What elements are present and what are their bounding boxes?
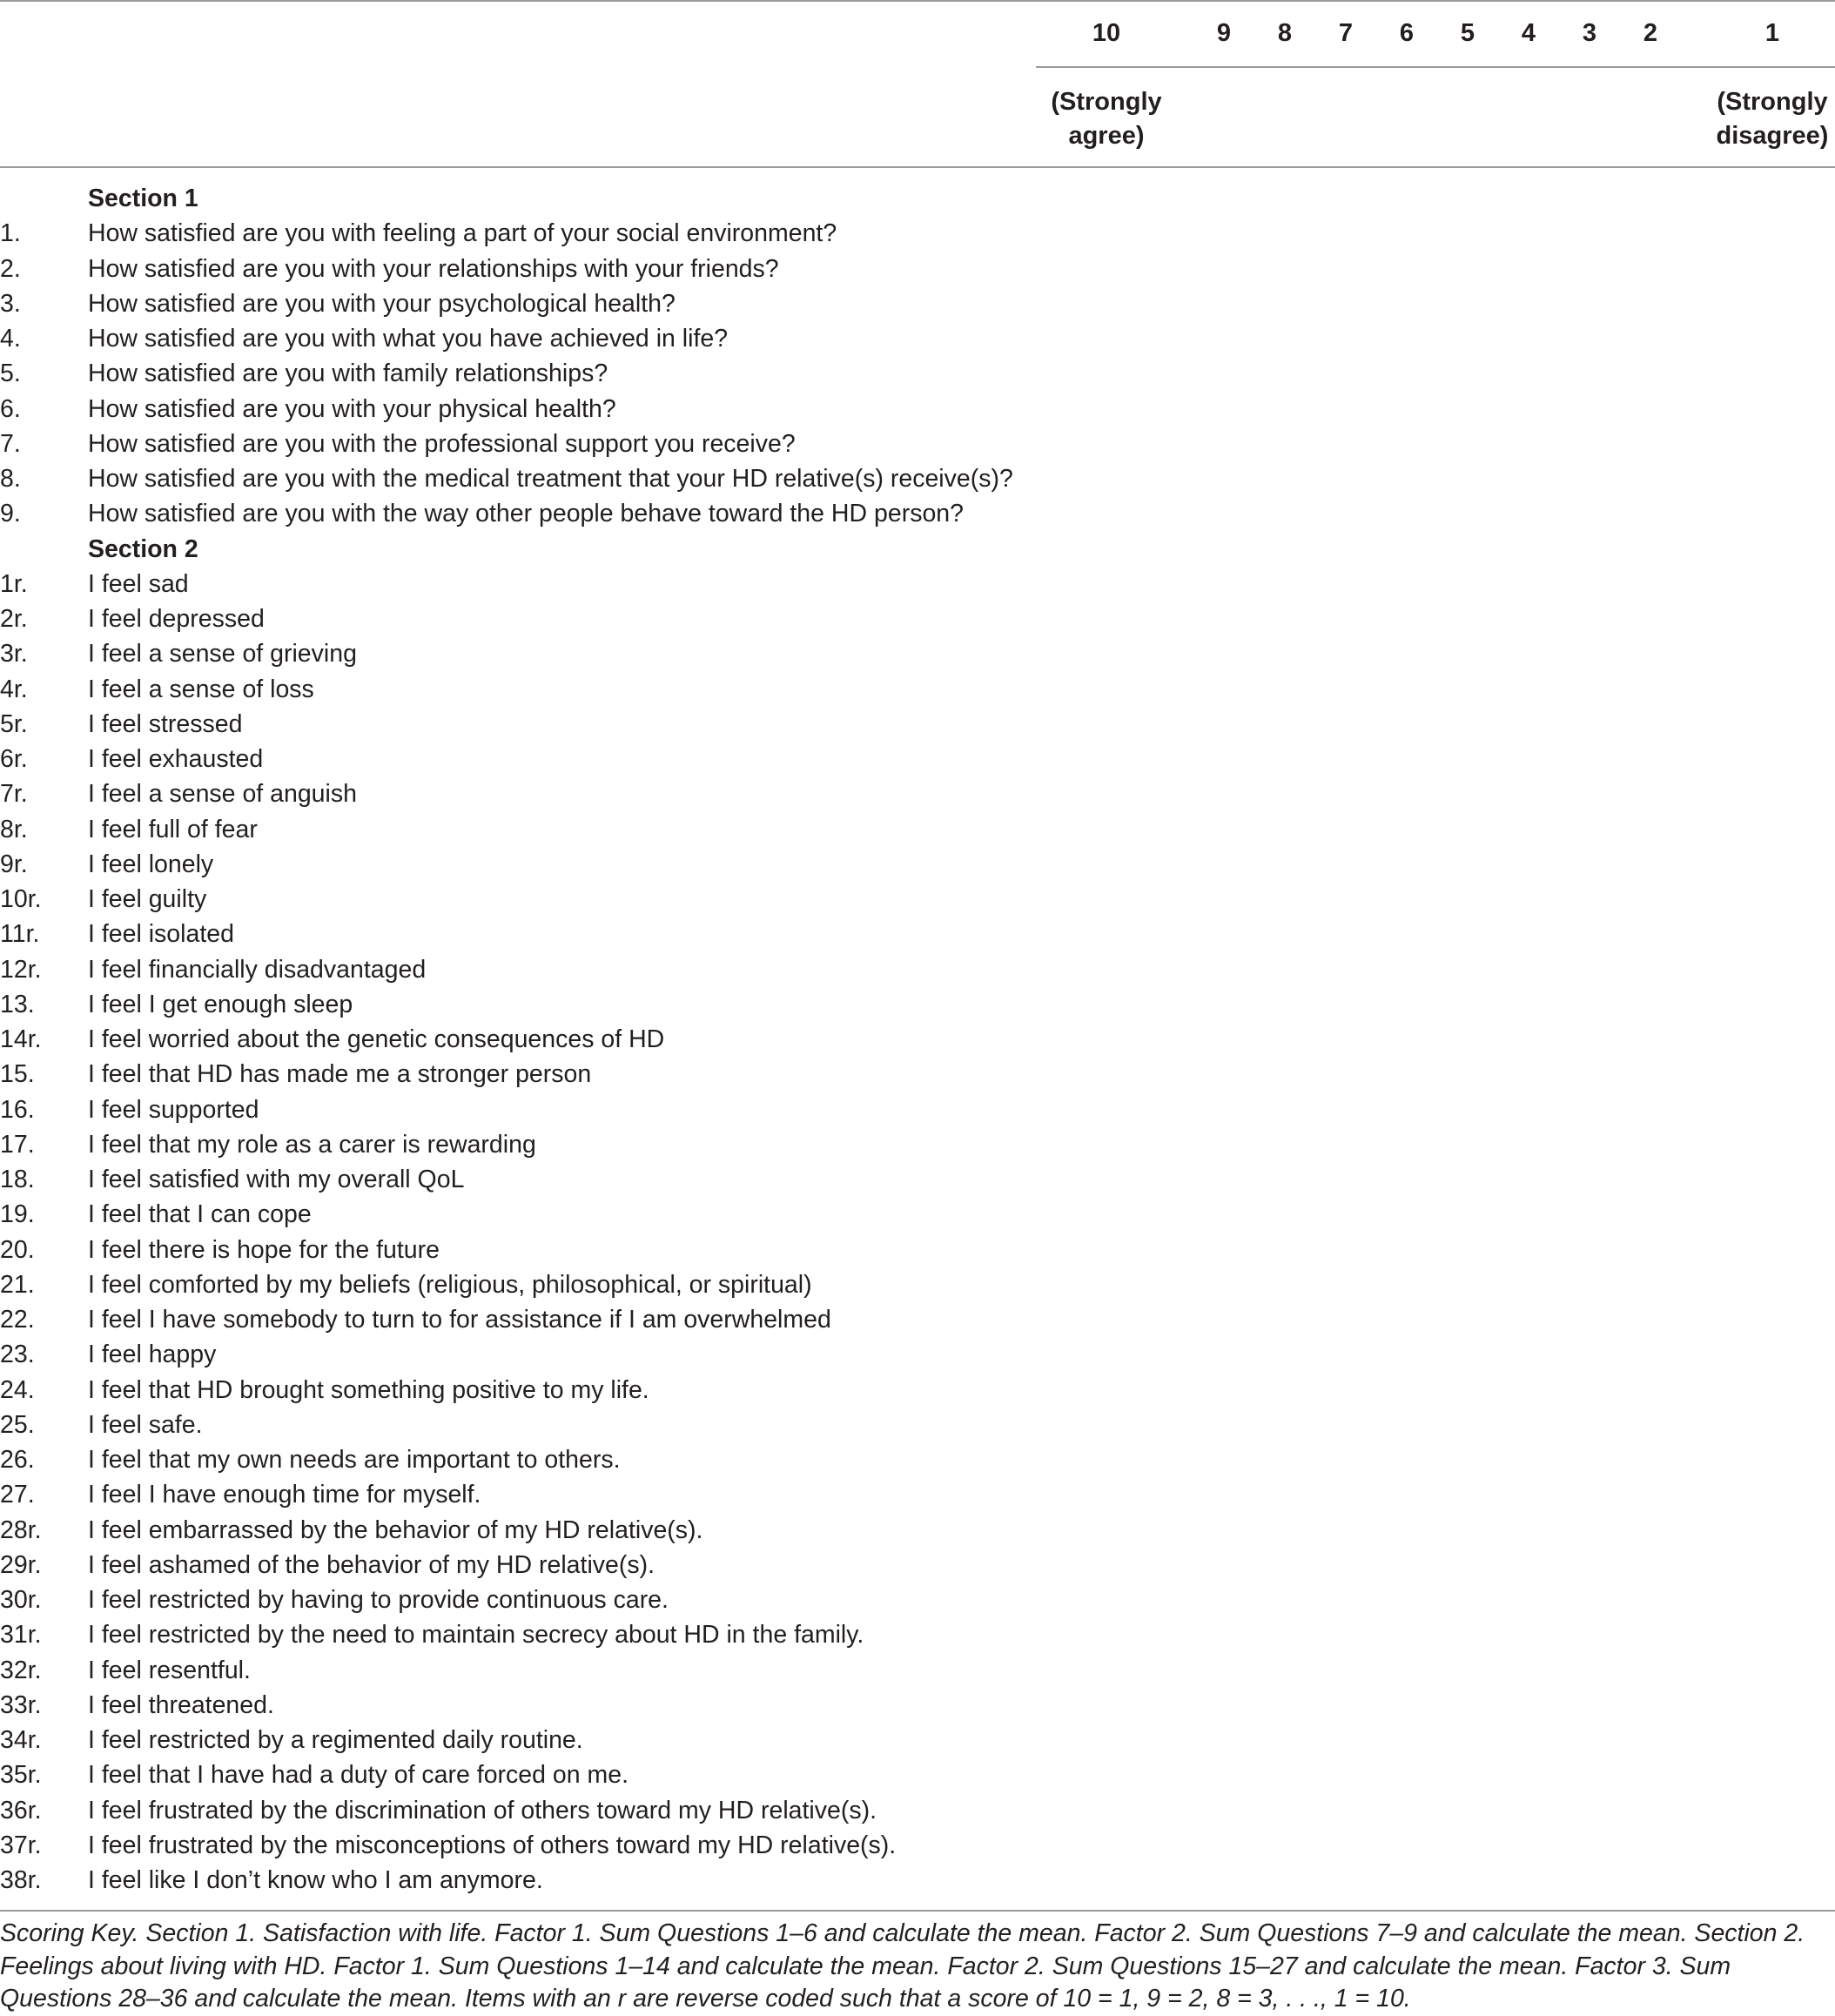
item-number: 12r.	[0, 955, 42, 984]
item-text: I feel a sense of grieving	[88, 640, 357, 669]
item-number: 8r.	[0, 815, 28, 843]
item-text: I feel restricted by having to provide continuous care.	[88, 1586, 669, 1614]
header-rule	[0, 166, 1835, 168]
item-number: 6r.	[0, 745, 28, 773]
table-row	[0, 672, 1835, 707]
item-text: How satisfied are you with the way other people behave toward the HD person?	[88, 500, 964, 528]
item-number: 4r.	[0, 675, 28, 703]
scale-rule	[1036, 66, 1835, 68]
item-text: How satisfied are you with your psychological health?	[88, 289, 676, 318]
item-number: 1r.	[0, 569, 28, 598]
table-row	[0, 636, 1835, 671]
item-number: 3r.	[0, 640, 28, 669]
item-text: I feel safe.	[88, 1410, 203, 1439]
anchor-strongly-agree: (Strongly agree)	[1051, 88, 1162, 150]
table-row	[0, 776, 1835, 811]
table-row	[0, 427, 1835, 461]
item-number: 35r.	[0, 1761, 42, 1790]
scale-point-4: 4	[1521, 19, 1536, 47]
scale-point-6: 6	[1399, 19, 1415, 47]
item-text: How satisfied are you with the professional support you receive?	[88, 429, 796, 458]
item-list	[0, 181, 1835, 1898]
item-text: I feel full of fear	[88, 815, 258, 843]
table-row	[0, 216, 1835, 251]
item-number: 28r.	[0, 1515, 42, 1544]
section-title: Section 2	[88, 534, 198, 563]
table-row	[0, 1653, 1835, 1688]
bottom-rule	[0, 1910, 1835, 1912]
item-number: 23.	[0, 1341, 35, 1369]
item-text: I feel isolated	[88, 920, 234, 949]
scale-point-10: 10	[1092, 19, 1121, 47]
item-text: I feel financially disadvantaged	[88, 955, 427, 984]
scale-point-9: 9	[1216, 19, 1232, 47]
item-number: 36r.	[0, 1796, 42, 1824]
item-text: I feel that HD brought something positive to my life.	[88, 1375, 649, 1404]
item-text: I feel that I have had a duty of care forced on me.	[88, 1761, 629, 1790]
item-text: I feel there is hope for the future	[88, 1235, 440, 1264]
table-row	[0, 1828, 1835, 1863]
item-number: 11r.	[0, 920, 40, 949]
item-text: I feel satisfied with my overall QoL	[88, 1166, 465, 1193]
item-number: 3.	[0, 289, 21, 318]
item-number: 20.	[0, 1235, 35, 1264]
item-number: 15.	[0, 1060, 35, 1089]
table-row	[0, 812, 1835, 847]
table-row	[0, 742, 1835, 776]
table-row	[0, 321, 1835, 356]
item-number: 24.	[0, 1375, 35, 1404]
item-text: I feel stressed	[88, 709, 243, 738]
item-text: I feel worried about the genetic consequences of HD	[88, 1025, 665, 1053]
scale-point-5: 5	[1460, 19, 1475, 47]
scoring-key-footnote: Scoring Key. Section 1. Satisfaction with life. Factor 1. Sum Questions 1–6 and calculate the mean. Factor 2. Sum Questions 7–9 and calculate the mean. Section 2. Feelings about living with HD. Factor 1. Sum Questions 1–14 and calculate the mean. Factor 2. Sum Questions 15–27 and calculate the mean. Factor 3. Sum Questions 28–36 and calculate the mean. Items with an r are reverse coded such that a score of 10 = 1, 9 = 2, 8 = 3, . . ., 1 = 10.	[0, 1919, 1805, 2013]
table-row	[0, 847, 1835, 882]
table-row	[0, 567, 1835, 601]
table-row	[0, 1337, 1835, 1372]
item-number: 19.	[0, 1200, 35, 1229]
item-number: 21.	[0, 1270, 35, 1299]
table-row	[0, 601, 1835, 636]
table-row	[0, 1513, 1835, 1548]
table-row	[0, 1092, 1835, 1127]
scale-point-2: 2	[1643, 19, 1658, 47]
table-row	[0, 707, 1835, 742]
item-text: I feel that HD has made me a stronger person	[88, 1060, 592, 1089]
item-number: 2.	[0, 254, 21, 283]
item-number: 25.	[0, 1410, 35, 1439]
table-row	[0, 1127, 1835, 1162]
item-number: 5r.	[0, 709, 28, 738]
table-row	[0, 1162, 1835, 1197]
item-number: 31r.	[0, 1621, 42, 1650]
item-number: 8.	[0, 465, 21, 493]
section-title: Section 1	[88, 185, 198, 212]
item-text: I feel embarrassed by the behavior of my HD relative(s).	[88, 1515, 703, 1544]
item-number: 10r.	[0, 885, 42, 913]
table-row	[0, 1688, 1835, 1723]
section-heading	[0, 532, 1835, 567]
table-row	[0, 1793, 1835, 1828]
scale-point-3: 3	[1582, 19, 1597, 47]
item-text: How satisfied are you with your physical health?	[88, 394, 616, 423]
table-row	[0, 1302, 1835, 1337]
item-text: I feel guilty	[88, 885, 207, 913]
item-number: 32r.	[0, 1656, 42, 1684]
item-text: I feel happy	[88, 1341, 217, 1369]
item-text: I feel exhausted	[88, 745, 264, 773]
item-text: How satisfied are you with what you have achieved in life?	[88, 325, 729, 353]
item-text: I feel threatened.	[88, 1690, 274, 1719]
table-row	[0, 1233, 1835, 1267]
table-row	[0, 1757, 1835, 1792]
item-text: I feel a sense of loss	[88, 675, 314, 703]
table-row	[0, 917, 1835, 951]
item-text: I feel I have enough time for myself.	[88, 1481, 481, 1509]
table-row	[0, 1267, 1835, 1302]
item-text: I feel a sense of anguish	[88, 780, 357, 809]
item-number: 33r.	[0, 1690, 42, 1719]
item-text: I feel like I don’t know who I am anymore.	[88, 1866, 543, 1894]
item-text: I feel supported	[88, 1095, 259, 1124]
top-rule	[0, 0, 1835, 2]
table-row	[0, 1617, 1835, 1652]
table-row	[0, 1197, 1835, 1232]
item-number: 22.	[0, 1306, 35, 1334]
table-row	[0, 1373, 1835, 1408]
table-row	[0, 1863, 1835, 1898]
item-number: 7.	[0, 429, 21, 458]
table-row	[0, 286, 1835, 321]
table-row	[0, 1723, 1835, 1757]
item-number: 34r.	[0, 1726, 42, 1754]
item-text: I feel frustrated by the misconceptions of others toward my HD relative(s).	[88, 1831, 897, 1859]
item-text: I feel I get enough sleep	[88, 990, 353, 1018]
item-number: 7r.	[0, 780, 28, 809]
item-text: I feel that I can cope	[88, 1200, 312, 1229]
table-row	[0, 1442, 1835, 1477]
item-number: 13.	[0, 990, 35, 1018]
item-text: I feel frustrated by the discrimination of others toward my HD relative(s).	[88, 1796, 877, 1824]
table-row	[0, 461, 1835, 496]
item-number: 9.	[0, 500, 21, 528]
item-text: I feel I have somebody to turn to for assistance if I am overwhelmed	[88, 1306, 831, 1334]
item-number: 26.	[0, 1446, 35, 1474]
table-row	[0, 1057, 1835, 1092]
item-text: I feel lonely	[88, 850, 214, 878]
item-number: 17.	[0, 1130, 35, 1159]
item-number: 5.	[0, 360, 21, 388]
item-number: 18.	[0, 1166, 35, 1193]
item-text: How satisfied are you with the medical treatment that your HD relative(s) receive(s)?	[88, 465, 1013, 493]
item-text: I feel that my role as a carer is rewarding	[88, 1130, 536, 1159]
item-number: 2r.	[0, 605, 28, 633]
item-number: 4.	[0, 325, 21, 353]
item-text: How satisfied are you with your relationships with your friends?	[88, 254, 779, 283]
anchor-strongly-disagree: (Strongly disagree)	[1716, 88, 1829, 150]
item-text: I feel comforted by my beliefs (religious, philosophical, or spiritual)	[88, 1270, 812, 1299]
table-row	[0, 496, 1835, 531]
table-row	[0, 1022, 1835, 1057]
table-row	[0, 252, 1835, 286]
table-row	[0, 392, 1835, 427]
item-number: 14r.	[0, 1025, 42, 1053]
table-row	[0, 987, 1835, 1022]
table-row	[0, 1548, 1835, 1583]
item-number: 38r.	[0, 1866, 42, 1894]
item-number: 1.	[0, 219, 21, 248]
item-text: How satisfied are you with feeling a part of your social environment?	[88, 219, 837, 248]
table-row	[0, 356, 1835, 391]
table-row	[0, 952, 1835, 987]
table-row	[0, 882, 1835, 917]
item-text: I feel sad	[88, 569, 189, 598]
item-number: 30r.	[0, 1586, 42, 1614]
table-row	[0, 1408, 1835, 1442]
item-number: 9r.	[0, 850, 28, 878]
item-text: I feel restricted by a regimented daily routine.	[88, 1726, 583, 1754]
scale-point-8: 8	[1277, 19, 1293, 47]
table-row	[0, 1583, 1835, 1617]
scale-point-7: 7	[1338, 19, 1354, 47]
item-text: I feel restricted by the need to maintain secrecy about HD in the family.	[88, 1621, 864, 1650]
scale-point-1: 1	[1764, 19, 1780, 47]
item-text: How satisfied are you with family relationships?	[88, 360, 608, 388]
item-number: 37r.	[0, 1831, 42, 1859]
item-text: I feel that my own needs are important to others.	[88, 1446, 621, 1474]
table-row	[0, 1477, 1835, 1512]
item-text: I feel ashamed of the behavior of my HD relative(s).	[88, 1550, 655, 1579]
section-heading	[0, 181, 1835, 216]
item-number: 6.	[0, 394, 21, 423]
item-number: 29r.	[0, 1550, 42, 1579]
item-number: 16.	[0, 1095, 35, 1124]
item-number: 27.	[0, 1481, 35, 1509]
item-text: I feel resentful.	[88, 1656, 251, 1684]
item-text: I feel depressed	[88, 605, 265, 633]
